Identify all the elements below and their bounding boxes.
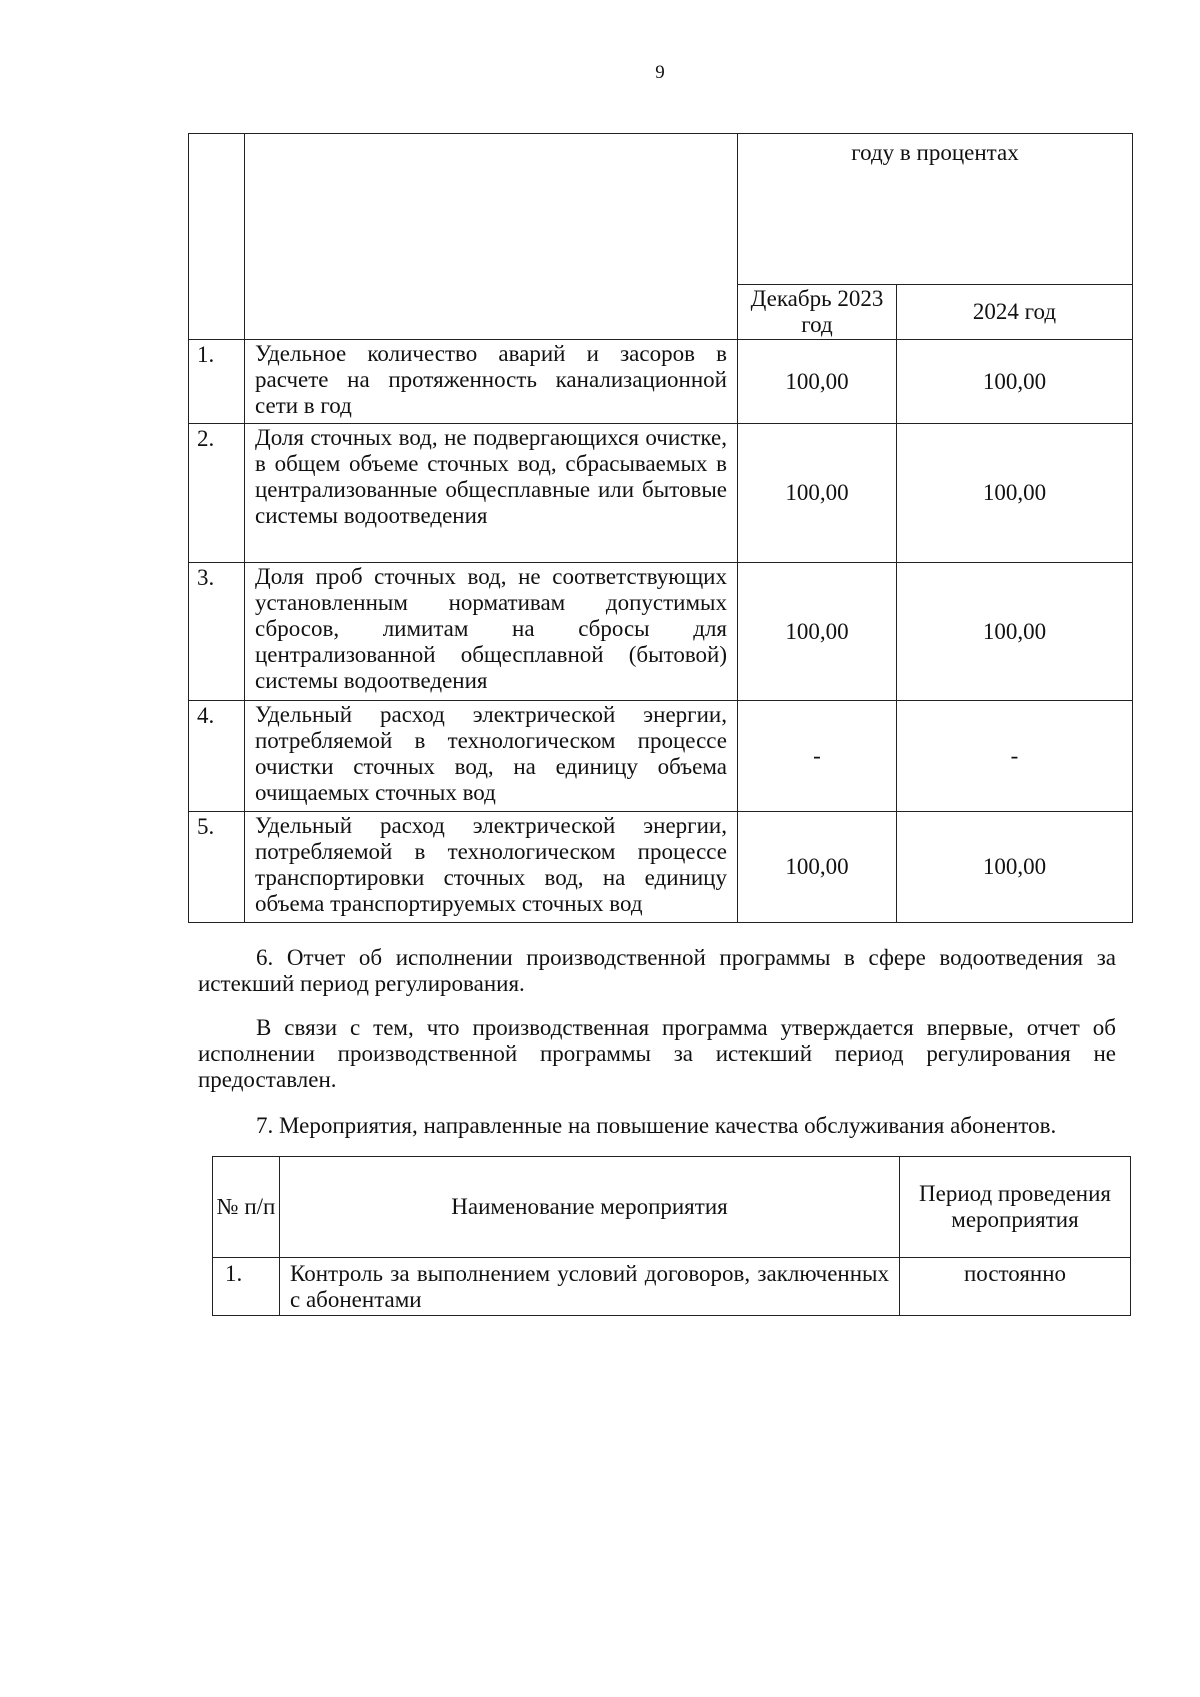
- col-december-header: Декабрь 2023 год: [738, 285, 897, 340]
- header-name-cell: [245, 134, 738, 340]
- row-description: Удельный расход электрической энергии, потребляемой в технологическом процессе транспортировки сточных вод, на единицу объема транспортируемых сточных вод: [245, 812, 738, 923]
- header-measure-name: Наименование мероприятия: [280, 1157, 900, 1258]
- header-period: Период проведения мероприятия: [900, 1157, 1131, 1258]
- table-header-row: [189, 134, 1133, 285]
- table-row: [213, 1258, 1131, 1316]
- row-number: 1.: [189, 340, 245, 424]
- row-value-2024: 100,00: [897, 424, 1133, 563]
- row-value-december: 100,00: [738, 812, 897, 923]
- header-num: № п/п: [213, 1157, 280, 1258]
- row-description: Доля проб сточных вод, не соответствующих установленным нормативам допустимых сбросов, лимитам на сбросы для централизованной общесплавной (бытовой) системы водоотведения: [245, 563, 738, 701]
- row-value-december: -: [738, 701, 897, 812]
- row-number: 5.: [189, 812, 245, 923]
- row-description: Удельный расход электрической энергии, потребляемой в технологическом процессе очистки сточных вод, на единицу объема очищаемых сточных вод: [245, 701, 738, 812]
- row-description: Доля сточных вод, не подвергающихся очистке, в общем объеме сточных вод, сбрасываемых в централизованные общесплавные или бытовые системы водоотведения: [245, 424, 738, 563]
- header-num-cell: [189, 134, 245, 340]
- row-number: 1.: [213, 1258, 280, 1316]
- period-header: году в процентах: [738, 134, 1133, 285]
- row-period: постоянно: [900, 1258, 1131, 1316]
- table-header-row: [213, 1157, 1131, 1258]
- row-number: 3.: [189, 563, 245, 701]
- measures-table: [212, 1156, 1131, 1316]
- row-measure-name: Контроль за выполнением условий договоров, заключенных с абонентами: [280, 1258, 900, 1316]
- row-value-december: 100,00: [738, 563, 897, 701]
- table-row: [189, 563, 1133, 701]
- row-number: 4.: [189, 701, 245, 812]
- row-value-2024: 100,00: [897, 340, 1133, 424]
- indicators-table: [188, 133, 1133, 923]
- row-value-2024: 100,00: [897, 812, 1133, 923]
- section-7-heading: 7. Мероприятия, направленные на повышение качества обслуживания абонентов.: [256, 1113, 1057, 1138]
- row-value-december: 100,00: [738, 424, 897, 563]
- table-row: [189, 701, 1133, 812]
- table-row: [189, 340, 1133, 424]
- row-value-2024: 100,00: [897, 563, 1133, 701]
- section-6-heading: 6. Отчет об исполнении производственной программы в сфере водоотведения за истекший период регулирования.: [198, 945, 1116, 996]
- table-row: [189, 424, 1133, 563]
- section-6-text: В связи с тем, что производственная программа утверждается впервые, отчет об исполнении производственной программы за истекший период регулирования не предоставлен.: [198, 1015, 1116, 1092]
- table-row: [189, 812, 1133, 923]
- row-number: 2.: [189, 424, 245, 563]
- row-description: Удельное количество аварий и засоров в расчете на протяженность канализационной сети в год: [245, 340, 738, 424]
- col-2024-header: 2024 год: [897, 285, 1133, 340]
- row-value-2024: -: [897, 701, 1133, 812]
- page-number: 9: [655, 62, 665, 83]
- row-value-december: 100,00: [738, 340, 897, 424]
